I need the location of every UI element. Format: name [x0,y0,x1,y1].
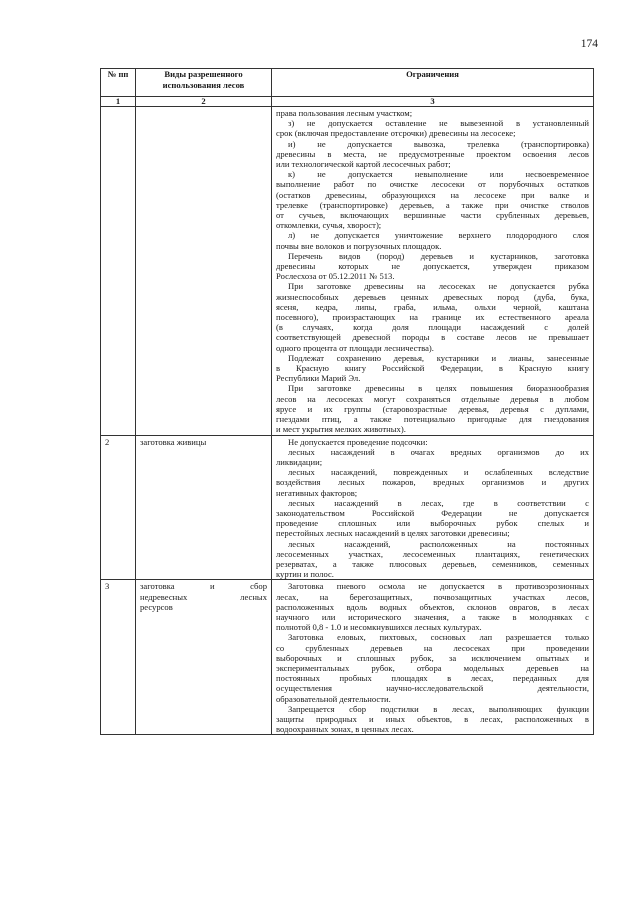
restriction-text-line: к) не допускается невыполнение или несвоевременное [288,169,589,180]
restriction-text-line: защиты природных и иных объектов, в лесах, расположенных в [276,713,589,724]
restriction-text-line: трелевке (транспортировке) деревьев, а также при очистке стволов [276,199,589,210]
restriction-text-line: осуществления научно-исследовательской деятельности, [276,683,589,694]
row-number: 2 [101,435,136,580]
table-row [101,580,594,735]
restriction-text-line: древесины в места, не предусмотренные проектом освоения лесов [276,148,589,159]
restriction-text-line: откомлевки, сучья, хворост); [276,220,382,231]
restriction-text-line: или технологической картой лесосечных работ; [276,159,451,170]
restriction-text-line: Заготовка еловых, пихтовых, сосновых лап разрешается только [288,632,589,643]
restriction-cell [272,580,594,735]
restriction-text-line: одного процента от площади лесничества). [276,342,434,353]
restriction-text-line: Республики Марий Эл. [276,373,361,384]
use-type-cell [136,580,272,735]
restriction-text-line: постоянных пробных площадях в лесах, переданных для [276,673,589,684]
restriction-text-line: куртин и полос. [276,569,334,580]
page-number: 174 [580,38,598,50]
restriction-text-line: Подлежат сохранению деревья, кустарники и лианы, занесенные [288,352,589,363]
restriction-text-line: (остатков древесины, образующихся на лесосеке при валке и [276,189,589,200]
restriction-text-line: резерватах, а также плюсовых деревьев, семенников, семенных [276,558,589,569]
header-row [101,69,594,97]
restriction-text-line: Заготовка пневого осмола не допускается в противоэрозионных [288,581,589,592]
restriction-text-line: Запрещается сбор подстилки в лесах, выполняющих функции [288,703,589,714]
restriction-cell [272,107,594,436]
header-number: № пп [101,69,136,97]
table-row [101,435,594,580]
header-restrictions: Ограничения [272,69,594,97]
use-type-cell [136,107,272,436]
restriction-text-line: научного или исторического значения, а также в молодняках с [276,611,589,622]
restriction-text-line: проведение сплошных или выборочных рубок спелых и [276,518,589,529]
restriction-text-line: в Красную книгу Российской Федерации, в Красную книгу [276,363,589,374]
restriction-text-line: л) не допускается уничтожение верхнего плодородного слоя [288,230,589,241]
restriction-text-line: права пользования лесным участком; [276,108,413,118]
restriction-text-line: расположенных вдоль водных объектов, склонов оврагов, в лесах [276,601,589,612]
restriction-text-line: древесины которых не допускается, утвержден приказом [276,261,589,272]
column-number: 2 [136,97,272,107]
restriction-text-line: законодательством Российской Федерации не допускается [276,507,589,518]
restriction-text-line: лесных насаждений в лесах, где в соответствии с [288,497,589,508]
restriction-text-line: гнездами птиц, а также потенциально пригодные для гнездования [276,414,589,425]
restriction-text-line: выполнение работ по очистке лесосеки от порубочных остатков [276,179,589,190]
restriction-text-line: и) не допускается вывозка, трелевка (транспортировка) [288,138,589,149]
restriction-text-line: При заготовке древесины на лесосеках не допускается рубка [288,281,589,292]
restriction-text-line: воздействия лесных пожаров, вредных организмов и других [276,477,589,488]
table-row [101,107,594,436]
column-number-row [101,97,594,107]
restriction-text-line: лесов на лесосеках могут сохраняться отдельные деревья в любом [276,393,589,404]
restriction-text-line: от сучьев, включающих вершинные части срубленных деревьев, [276,210,589,221]
restriction-text-line: ярусе и их группы (старовозрастные деревья, деревья с дуплами, [276,403,589,414]
restrictions-table [100,68,594,735]
restriction-text-line: и мест укрытия мелких животных). [276,424,406,435]
restriction-cell [272,435,594,580]
restriction-text-line: лесных насаждений в очагах вредных организмов до их [288,446,589,457]
restriction-text-line: При заготовке древесины в целях повышения биоразнообразия [288,383,589,394]
header-use-type: Виды разрешенного использования лесов [136,69,272,97]
restriction-text-line: образовательной деятельности. [276,693,391,704]
restriction-text-line: лесных насаждений, расположенных на постоянных [288,538,589,549]
restriction-text-line: лесах, на берегозащитных, почвозащитных участках лесов, [276,591,589,602]
row-number: 3 [101,580,136,735]
restriction-text-line: посевного), произрастающих на границе их естественного ареала [276,312,589,323]
use-type-cell [136,435,272,580]
restriction-text-line: з) не допускается оставление не вывезенной в установленный [288,118,589,129]
restriction-text-line: (в случаях, когда доля площади насаждений с долей [276,322,589,333]
restriction-text-line: жизнеспособных деревьев ценных древесных пород (дуба, бука, [276,291,589,302]
use-type-text: заготовка живицы [140,436,207,447]
restriction-text-line: почвы вне волоков и погрузочных площадок. [276,240,442,251]
use-type-text: недревесных лесных [140,591,267,602]
use-type-text: заготовка и сбор [140,581,267,592]
restriction-text-line: экспериментальных рубок, отбора модельных деревьев на [276,662,589,673]
restriction-text-line: выборочных и сплошных рубок, за исключением опытных и [276,652,589,663]
restriction-text-line: полнотой 0,8 - 1.0 и несомкнувшихся лесных культурах. [276,622,482,633]
restriction-text-line: негативных факторов; [276,487,358,498]
restriction-text-line: Не допускается проведение подсочки: [288,436,428,447]
restriction-text-line: ликвидации; [276,456,323,467]
restriction-text-line: Перечень видов (пород) деревьев и кустарников, заготовка [288,250,589,261]
column-number: 3 [272,97,594,107]
restriction-text-line: Рослесхоза от 05.12.2011 № 513. [276,271,395,282]
restriction-text-line: срок (включая предоставление отсрочки) древесины на лесосеке; [276,128,516,139]
restriction-text-line: водоохранных зонах, в ценных лесах. [276,724,414,735]
restriction-text-line: ясеня, кедра, липы, граба, ильма, ольхи черной, каштана [276,301,589,312]
restriction-text-line: перестойных лесных насаждений в целях заготовки древесины; [276,528,510,539]
restriction-text-line: лесных насаждений, поврежденных и ослабленных вследствие [288,467,589,478]
restriction-text-line: соответствующей древесной породы в составе лесов не превышает [276,332,589,343]
row-number [101,107,136,436]
restriction-text-line: лесосеменных участках, лесосеменных плантациях, генетических [276,548,589,559]
column-number: 1 [101,97,136,107]
restriction-text-line: со срубленных деревьев на лесосеках при проведении [276,642,589,653]
use-type-text: ресурсов [140,601,173,612]
